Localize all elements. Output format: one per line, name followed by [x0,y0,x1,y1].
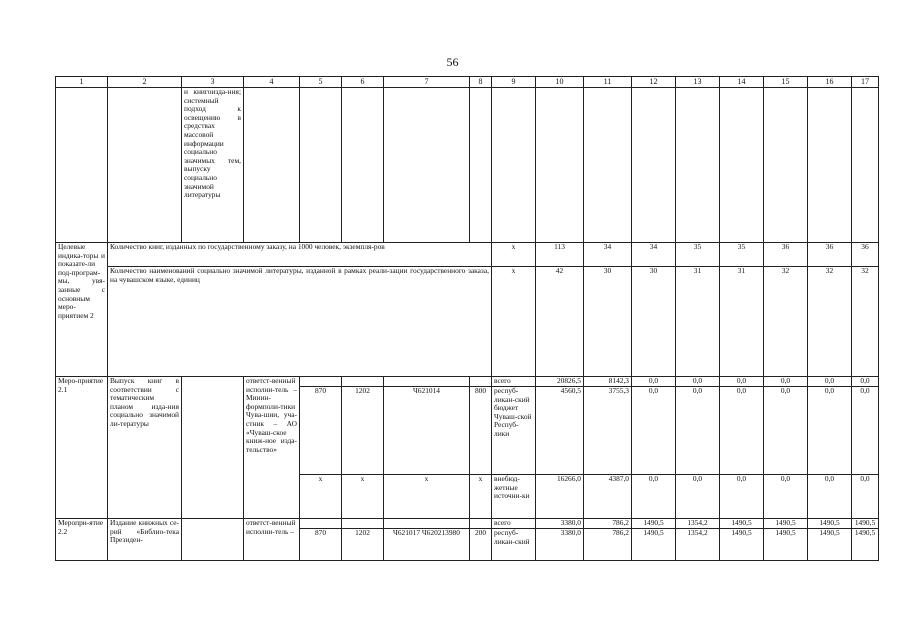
col-header: 1 [56,77,108,88]
measure-label: Меро-приятие 2.1 [56,377,108,519]
measure-2-2-row-republic: 870 1202 Ч621017 Ч620213980 200 респуб-ликан-ский 3380,0 786,2 1490,5 1354,2 1490,5 1490,5 1490,5 1490,5 [56,529,879,561]
header-row [56,77,879,88]
program-table [55,76,879,561]
funding-source: внебюд-жетные источни-ки [492,475,536,519]
col-header: 4 [244,77,300,88]
measure-name: Выпуск книг в соответствии с тематическим планом изда-ния социально значимой ли-тературы [108,377,182,519]
cell-value: 0,0 [720,387,764,475]
cell-value: 0,0 [764,387,808,475]
cell-value: 32 [852,267,879,377]
cell-value: 1490,5 [720,519,764,529]
col-header: 10 [536,77,584,88]
cell-value: 32 [764,267,808,377]
funding-source: респуб-ликан-ский бюджет Чуваш-ской Респуб-лики [492,387,536,475]
cell-value: 3380,0 [536,519,584,529]
col-header: 7 [384,77,470,88]
measure-executor: ответст-венный исполни-тель – Минин-формполи-тики Чува-шии, уча-стник – АО «Чуваш-ское книж-ное изда-тельство» [244,377,300,519]
cell-value: 113 [536,243,584,267]
col-header: 9 [492,77,536,88]
cell-value: 42 [536,267,584,377]
indicator-text: Количество книг, изданных по государственному заказу, на 1000 человек, экземпля-ров [108,243,492,267]
col-header: 3 [182,77,244,88]
cell-value: 35 [676,243,720,267]
measure-name: Издание книжных се-рий «Библио-тека Президен- [108,519,182,561]
cell-value: 3755,3 [584,387,632,475]
cell-value: 1490,5 [852,519,879,529]
col-header: 2 [108,77,182,88]
cell-value: 1490,5 [632,519,676,529]
cell-value: 0,0 [808,475,852,519]
cell-value: 36 [808,243,852,267]
col-header: 13 [676,77,720,88]
cell-value: 0,0 [764,377,808,387]
col-header: 6 [342,77,384,88]
measure-executor: ответст-венный исполни-тель – [244,519,300,561]
cell-value: 786,2 [584,529,632,561]
cell-text: и книгоизда-ния; системный подход к освещению в средствах массовой информации социально значимых тем, выпуску социально значимой литературы [182,88,244,243]
cell-value: 4560,5 [536,387,584,475]
cell-value: 0,0 [676,387,720,475]
col-header: 11 [584,77,632,88]
indicators-label: Целевые индика-торы и показате-ли под-програм-мы, увя-занные с основным меро-приятием 2 [56,243,108,377]
cell-value: 0,0 [720,377,764,387]
cell-value: 1490,5 [808,529,852,561]
page-number: 56 [446,55,459,69]
col-header: 17 [852,77,879,88]
cell-value: 0,0 [676,377,720,387]
indicator-row [56,267,879,377]
cell-value: 0,0 [632,377,676,387]
cell-value: 34 [584,243,632,267]
measure-label: Меропри-ятие 2.2 [56,519,108,561]
cell-value: 36 [764,243,808,267]
cell-value: 0,0 [676,475,720,519]
col-header: 16 [808,77,852,88]
cell-value: 31 [676,267,720,377]
cell-value: 0,0 [852,387,879,475]
continuation-row [56,88,879,243]
cell-value: 0,0 [852,377,879,387]
cell-value: х [492,267,536,377]
cell-value: 31 [720,267,764,377]
cell-value: 8142,3 [584,377,632,387]
funding-source: всего [492,519,536,529]
funding-source: всего [492,377,536,387]
cell-value: 1490,5 [632,529,676,561]
cell-value: 0,0 [808,377,852,387]
measure-2-2-row-total [56,519,879,529]
cell-value: 35 [720,243,764,267]
cell-value: 36 [852,243,879,267]
cell-value: 1490,5 [764,519,808,529]
cell-value: 0,0 [720,475,764,519]
cell-value: 0,0 [808,387,852,475]
cell-value: 0,0 [852,475,879,519]
col-header: 8 [470,77,492,88]
cell-value: 0,0 [764,475,808,519]
indicator-text: Количество наименований социально значимой литературы, изданной в рамках реали-зации государственного заказа, на чувашском языке, единиц [108,267,492,377]
cell-value: 20826,5 [536,377,584,387]
measure-2-1-row-extrabudget: х х х х внебюд-жетные источни-ки 16266,0 4387,0 0,0 0,0 0,0 0,0 0,0 0,0 [56,475,879,519]
funding-source: респуб-ликан-ский [492,529,536,561]
cell-value: 30 [632,267,676,377]
cell-value: 1354,2 [676,519,720,529]
cell-value: 32 [808,267,852,377]
cell-value: 1490,5 [852,529,879,561]
cell-value: 16266,0 [536,475,584,519]
col-header: 12 [632,77,676,88]
cell-value: 3380,0 [536,529,584,561]
col-header: 15 [764,77,808,88]
measure-2-1-row-republic: 870 1202 Ч621014 800 респуб-ликан-ский бюджет Чуваш-ской Респуб-лики 4560,5 3755,3 0,0 0,0 0,0 0,0 0,0 0,0 [56,387,879,475]
cell-value: 1490,5 [720,529,764,561]
cell-value: 34 [632,243,676,267]
cell-value: 786,2 [584,519,632,529]
cell-value: 1354,2 [676,529,720,561]
cell-value: 1490,5 [764,529,808,561]
cell-value: х [492,243,536,267]
cell-value: 0,0 [632,387,676,475]
col-header: 5 [300,77,342,88]
cell-value: 30 [584,267,632,377]
cell-value: 1490,5 [808,519,852,529]
cell-value: 4387,0 [584,475,632,519]
measure-2-1-row-total [56,377,879,387]
cell-value: 0,0 [632,475,676,519]
col-header: 14 [720,77,764,88]
indicator-row [56,243,879,267]
